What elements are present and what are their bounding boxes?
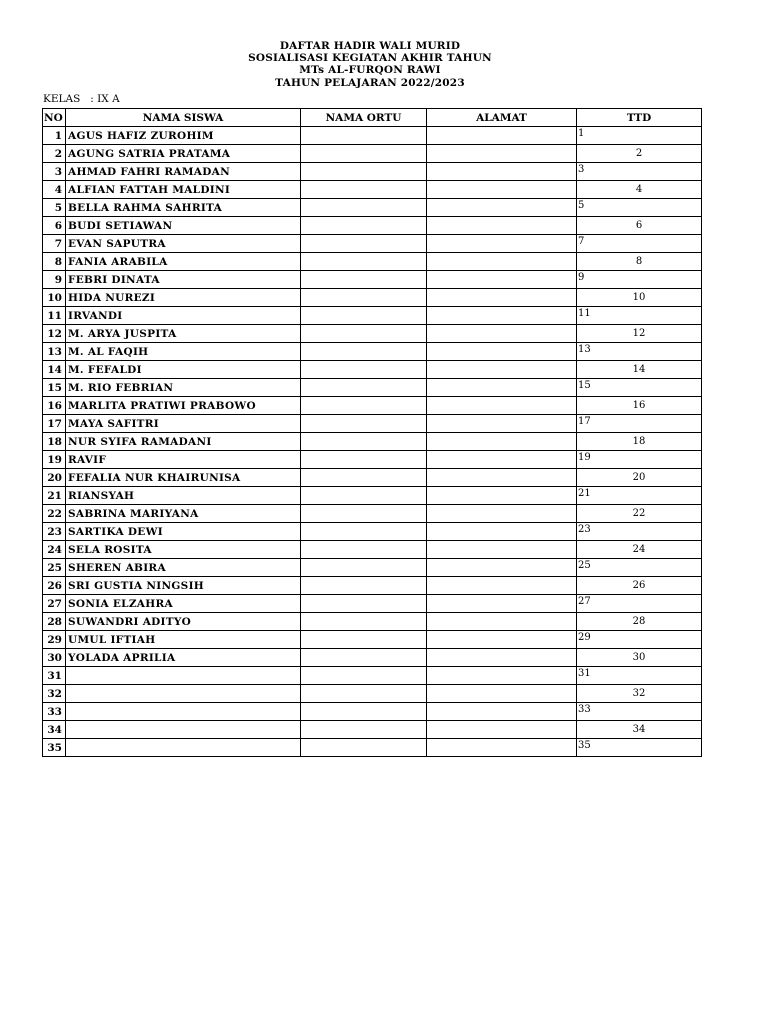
signature-cell: 20	[577, 469, 702, 487]
row-number: 19	[43, 451, 66, 469]
address-cell	[427, 415, 577, 433]
row-number: 18	[43, 433, 66, 451]
document-heading	[0, 40, 740, 89]
row-number: 33	[43, 703, 66, 721]
address-cell	[427, 217, 577, 235]
row-number: 27	[43, 595, 66, 613]
parent-name-cell	[301, 217, 427, 235]
signature-cell: 17	[577, 415, 702, 433]
table-row	[43, 199, 702, 217]
parent-name-cell	[301, 235, 427, 253]
signature-cell: 14	[577, 361, 702, 379]
heading-academic-year: TAHUN PELAJARAN 2022/2023	[275, 76, 465, 89]
parent-name-cell	[301, 523, 427, 541]
address-cell	[427, 721, 577, 739]
table-row	[43, 235, 702, 253]
signature-cell: 11	[577, 307, 702, 325]
row-number: 10	[43, 289, 66, 307]
heading-event: SOSIALISASI KEGIATAN AKHIR TAHUN	[248, 52, 492, 65]
row-number: 31	[43, 667, 66, 685]
address-cell	[427, 433, 577, 451]
signature-cell: 10	[577, 289, 702, 307]
parent-name-cell	[301, 577, 427, 595]
signature-cell: 22	[577, 505, 702, 523]
parent-name-cell	[301, 253, 427, 271]
row-number: 14	[43, 361, 66, 379]
student-name-cell: M. FEFALDI	[66, 361, 301, 379]
table-row	[43, 217, 702, 235]
student-name-cell: ALFIAN FATTAH MALDINI	[66, 181, 301, 199]
parent-name-cell	[301, 469, 427, 487]
table-body	[43, 127, 702, 757]
student-name-cell: SRI GUSTIA NINGSIH	[66, 577, 301, 595]
student-name-cell: SARTIKA DEWI	[66, 523, 301, 541]
parent-name-cell	[301, 703, 427, 721]
address-cell	[427, 631, 577, 649]
table-row	[43, 577, 702, 595]
address-cell	[427, 145, 577, 163]
address-cell	[427, 253, 577, 271]
address-cell	[427, 307, 577, 325]
table-row	[43, 361, 702, 379]
student-name-cell: SABRINA MARIYANA	[66, 505, 301, 523]
column-header-no: NO	[43, 109, 66, 127]
row-number: 32	[43, 685, 66, 703]
address-cell	[427, 487, 577, 505]
address-cell	[427, 595, 577, 613]
address-cell	[427, 451, 577, 469]
parent-name-cell	[301, 361, 427, 379]
table-row	[43, 181, 702, 199]
table-row	[43, 343, 702, 361]
address-cell	[427, 235, 577, 253]
table-row	[43, 451, 702, 469]
signature-cell: 15	[577, 379, 702, 397]
student-name-cell: FEBRI DINATA	[66, 271, 301, 289]
student-name-cell	[66, 721, 301, 739]
table-row	[43, 487, 702, 505]
row-number: 28	[43, 613, 66, 631]
student-name-cell: M. ARYA JUSPITA	[66, 325, 301, 343]
address-cell	[427, 325, 577, 343]
attendance-table	[42, 108, 702, 757]
student-name-cell: MAYA SAFITRI	[66, 415, 301, 433]
parent-name-cell	[301, 289, 427, 307]
address-cell	[427, 577, 577, 595]
signature-cell: 16	[577, 397, 702, 415]
parent-name-cell	[301, 559, 427, 577]
row-number: 25	[43, 559, 66, 577]
student-name-cell: BUDI SETIAWAN	[66, 217, 301, 235]
row-number: 22	[43, 505, 66, 523]
address-cell	[427, 361, 577, 379]
table-row	[43, 433, 702, 451]
table-row	[43, 271, 702, 289]
student-name-cell: IRVANDI	[66, 307, 301, 325]
student-name-cell: FANIA ARABILA	[66, 253, 301, 271]
parent-name-cell	[301, 397, 427, 415]
parent-name-cell	[301, 667, 427, 685]
table-row	[43, 127, 702, 145]
row-number: 35	[43, 739, 66, 757]
row-number: 12	[43, 325, 66, 343]
table-row	[43, 505, 702, 523]
student-name-cell: AGUS HAFIZ ZUROHIM	[66, 127, 301, 145]
row-number: 5	[43, 199, 66, 217]
signature-cell: 35	[577, 739, 702, 757]
signature-cell: 13	[577, 343, 702, 361]
address-cell	[427, 127, 577, 145]
parent-name-cell	[301, 145, 427, 163]
parent-name-cell	[301, 739, 427, 757]
row-number: 11	[43, 307, 66, 325]
student-name-cell: HIDA NUREZI	[66, 289, 301, 307]
student-name-cell	[66, 667, 301, 685]
student-name-cell: AHMAD FAHRI RAMADAN	[66, 163, 301, 181]
student-name-cell: RAVIF	[66, 451, 301, 469]
table-row	[43, 613, 702, 631]
address-cell	[427, 379, 577, 397]
row-number: 21	[43, 487, 66, 505]
signature-cell: 8	[577, 253, 702, 271]
parent-name-cell	[301, 325, 427, 343]
signature-cell: 2	[577, 145, 702, 163]
address-cell	[427, 397, 577, 415]
signature-cell: 23	[577, 523, 702, 541]
row-number: 29	[43, 631, 66, 649]
signature-cell: 29	[577, 631, 702, 649]
address-cell	[427, 163, 577, 181]
table-row	[43, 289, 702, 307]
signature-cell: 31	[577, 667, 702, 685]
column-header-nama-ortu: NAMA ORTU	[301, 109, 427, 127]
signature-cell: 27	[577, 595, 702, 613]
parent-name-cell	[301, 649, 427, 667]
student-name-cell: NUR SYIFA RAMADANI	[66, 433, 301, 451]
parent-name-cell	[301, 451, 427, 469]
signature-cell: 28	[577, 613, 702, 631]
table-row	[43, 379, 702, 397]
parent-name-cell	[301, 415, 427, 433]
signature-cell: 6	[577, 217, 702, 235]
student-name-cell	[66, 739, 301, 757]
signature-cell: 26	[577, 577, 702, 595]
parent-name-cell	[301, 631, 427, 649]
parent-name-cell	[301, 613, 427, 631]
table-row	[43, 145, 702, 163]
parent-name-cell	[301, 181, 427, 199]
address-cell	[427, 343, 577, 361]
table-row	[43, 649, 702, 667]
parent-name-cell	[301, 307, 427, 325]
address-cell	[427, 739, 577, 757]
row-number: 7	[43, 235, 66, 253]
address-cell	[427, 181, 577, 199]
parent-name-cell	[301, 271, 427, 289]
student-name-cell: SELA ROSITA	[66, 541, 301, 559]
signature-cell: 34	[577, 721, 702, 739]
table-row	[43, 559, 702, 577]
table-row	[43, 541, 702, 559]
table-row	[43, 703, 702, 721]
row-number: 4	[43, 181, 66, 199]
address-cell	[427, 541, 577, 559]
row-number: 20	[43, 469, 66, 487]
row-number: 24	[43, 541, 66, 559]
row-number: 6	[43, 217, 66, 235]
table-row	[43, 667, 702, 685]
heading-title: DAFTAR HADIR WALI MURID	[279, 40, 461, 52]
parent-name-cell	[301, 379, 427, 397]
parent-name-cell	[301, 487, 427, 505]
signature-cell: 5	[577, 199, 702, 217]
signature-cell: 32	[577, 685, 702, 703]
column-header-alamat: ALAMAT	[427, 109, 577, 127]
student-name-cell: SONIA ELZAHRA	[66, 595, 301, 613]
parent-name-cell	[301, 505, 427, 523]
table-row	[43, 307, 702, 325]
row-number: 16	[43, 397, 66, 415]
signature-cell: 3	[577, 163, 702, 181]
row-number: 1	[43, 127, 66, 145]
address-cell	[427, 469, 577, 487]
parent-name-cell	[301, 595, 427, 613]
student-name-cell: MARLITA PRATIWI PRABOWO	[66, 397, 301, 415]
signature-cell: 24	[577, 541, 702, 559]
row-number: 13	[43, 343, 66, 361]
row-number: 9	[43, 271, 66, 289]
row-number: 15	[43, 379, 66, 397]
student-name-cell: AGUNG SATRIA PRATAMA	[66, 145, 301, 163]
student-name-cell: BELLA RAHMA SAHRITA	[66, 199, 301, 217]
table-row	[43, 595, 702, 613]
table-row	[43, 739, 702, 757]
student-name-cell: FEFALIA NUR KHAIRUNISA	[66, 469, 301, 487]
table-header-row	[43, 109, 702, 127]
table-row	[43, 685, 702, 703]
student-name-cell: SUWANDRI ADITYO	[66, 613, 301, 631]
signature-cell: 21	[577, 487, 702, 505]
address-cell	[427, 685, 577, 703]
address-cell	[427, 613, 577, 631]
row-number: 8	[43, 253, 66, 271]
signature-cell: 12	[577, 325, 702, 343]
student-name-cell: SHEREN ABIRA	[66, 559, 301, 577]
signature-cell: 7	[577, 235, 702, 253]
signature-cell: 30	[577, 649, 702, 667]
signature-cell: 19	[577, 451, 702, 469]
signature-cell: 9	[577, 271, 702, 289]
address-cell	[427, 271, 577, 289]
row-number: 3	[43, 163, 66, 181]
student-name-cell: M. RIO FEBRIAN	[66, 379, 301, 397]
parent-name-cell	[301, 541, 427, 559]
row-number: 17	[43, 415, 66, 433]
column-header-nama-siswa: NAMA SISWA	[66, 109, 301, 127]
parent-name-cell	[301, 163, 427, 181]
student-name-cell	[66, 703, 301, 721]
table-row	[43, 721, 702, 739]
table-row	[43, 253, 702, 271]
signature-cell: 25	[577, 559, 702, 577]
table-row	[43, 469, 702, 487]
row-number: 2	[43, 145, 66, 163]
parent-name-cell	[301, 127, 427, 145]
student-name-cell	[66, 685, 301, 703]
parent-name-cell	[301, 433, 427, 451]
student-name-cell: M. AL FAQIH	[66, 343, 301, 361]
table-row	[43, 631, 702, 649]
address-cell	[427, 649, 577, 667]
row-number: 23	[43, 523, 66, 541]
table-row	[43, 523, 702, 541]
address-cell	[427, 289, 577, 307]
row-number: 26	[43, 577, 66, 595]
student-name-cell: UMUL IFTIAH	[66, 631, 301, 649]
column-header-ttd: TTD	[577, 109, 702, 127]
address-cell	[427, 505, 577, 523]
parent-name-cell	[301, 685, 427, 703]
row-number: 34	[43, 721, 66, 739]
table-row	[43, 415, 702, 433]
address-cell	[427, 703, 577, 721]
signature-cell: 33	[577, 703, 702, 721]
table-row	[43, 163, 702, 181]
table-row	[43, 397, 702, 415]
class-label: KELAS : IX A	[43, 93, 120, 105]
signature-cell: 4	[577, 181, 702, 199]
student-name-cell: EVAN SAPUTRA	[66, 235, 301, 253]
parent-name-cell	[301, 199, 427, 217]
heading-school: MTs AL-FURQON RAWI	[299, 64, 441, 77]
parent-name-cell	[301, 343, 427, 361]
address-cell	[427, 667, 577, 685]
address-cell	[427, 523, 577, 541]
student-name-cell: RIANSYAH	[66, 487, 301, 505]
address-cell	[427, 559, 577, 577]
signature-cell: 1	[577, 127, 702, 145]
table-row	[43, 325, 702, 343]
signature-cell: 18	[577, 433, 702, 451]
parent-name-cell	[301, 721, 427, 739]
row-number: 30	[43, 649, 66, 667]
student-name-cell: YOLADA APRILIA	[66, 649, 301, 667]
address-cell	[427, 199, 577, 217]
